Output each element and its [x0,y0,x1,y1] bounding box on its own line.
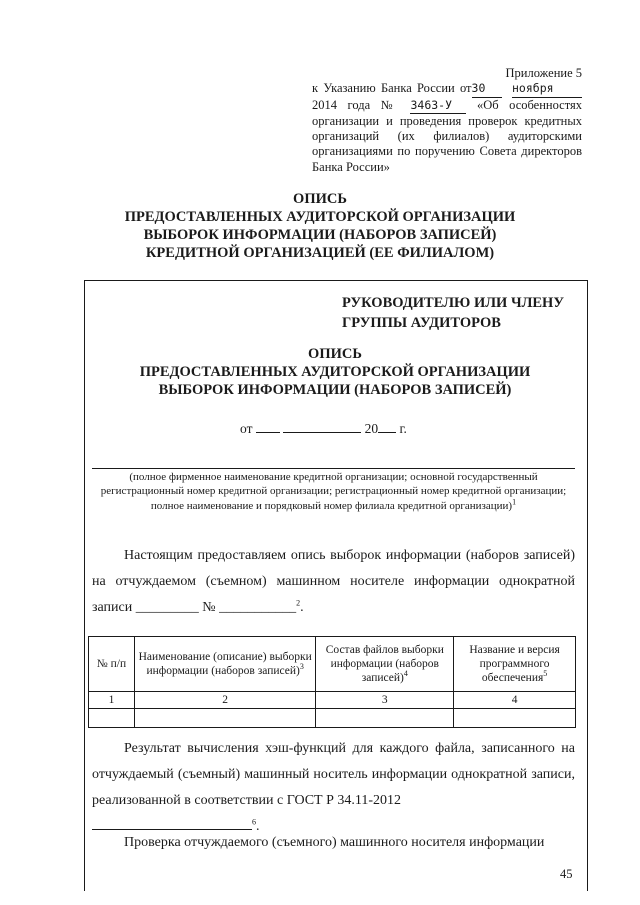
hash-blank[interactable] [92,817,252,830]
date-suffix: г. [399,421,407,436]
day-blank[interactable] [256,420,280,433]
title-line: КРЕДИТНОЙ ОРГАНИЗАЦИЕЙ (ЕЕ ФИЛИАЛОМ) [145,245,495,261]
title-line: ПРЕДОСТАВЛЕННЫХ АУДИТОРСКОЙ ОРГАНИЗАЦИИ [124,209,516,225]
column-number: 1 [89,692,135,709]
check-text: Проверка отчуждаемого (съемного) машинного носителя информации [124,835,545,850]
header-software: Название и версия программного обеспечения$^5$ [454,637,576,692]
column-number: 3 [316,692,454,709]
column-number: 4 [454,692,576,709]
header-file-composition: Состав файлов выборки информации (наборов записей)$^4$ [316,637,454,692]
check-paragraph [92,830,575,856]
number-sign: № [202,600,216,615]
appendix-quote-start: «Об особенностях [476,97,583,112]
hash-paragraph [92,736,575,840]
appendix-block [312,66,582,175]
form-title-line: ВЫБОРОК ИНФОРМАЦИИ (НАБОРОВ ЗАПИСЕЙ) [158,382,512,398]
header-sample-name: Наименование (описание) выборки информации (наборов записей)$^3$ [134,637,316,692]
appendix-title: Приложение 5 [505,66,582,80]
table-cell[interactable] [316,709,454,728]
addressee-line: ГРУППЫ АУДИТОРОВ [342,315,501,331]
appendix-line1: к Указанию Банка России от [312,81,472,96]
year-blank[interactable] [378,420,396,433]
appendix-rest: организации и проведения проверок кредитных организаций (их филиалов) аудиторскими организациями по поручению Совета директоров Банка России» [312,113,582,174]
org-name-line[interactable] [92,468,575,469]
date-field [240,420,407,437]
table-cell[interactable] [454,709,576,728]
appendix-reference [312,81,582,175]
footnote-mark: 2 [296,598,301,608]
month-blank[interactable] [283,420,361,433]
media-type-blank[interactable]: _________ [135,600,199,615]
media-number-blank[interactable]: ___________ [219,600,297,615]
header-number: № п/п [89,637,135,692]
addressee-line: РУКОВОДИТЕЛЮ ИЛИ ЧЛЕНУ [342,295,564,311]
handwritten-number: 3463-У [410,98,466,114]
handwritten-day: 30 [472,81,502,97]
footnote-mark: 6 [252,817,256,827]
org-caption [92,470,575,513]
title-line: ОПИСЬ [293,191,347,207]
org-caption-text: (полное фирменное наименование кредитной организации; основной государственный регистрационный номер кредитной организации; регистрационный номер кредитной организации; полное наименование и порядковый номер филиала кредитной организации) [100,471,567,512]
form-title-line: ПРЕДОСТАВЛЕННЫХ АУДИТОРСКОЙ ОРГАНИЗАЦИИ [139,364,531,380]
intro-text: Настоящим предоставляем опись выборок информации (наборов записей) на отчуждаемом (съемном) машинном носителе информации однократной записи [92,548,575,615]
period: . [300,600,304,615]
table-cell[interactable] [134,709,316,728]
table-cell[interactable] [89,709,135,728]
table-row [89,709,576,728]
page-number: 45 [560,867,573,881]
title-line: ВЫБОРОК ИНФОРМАЦИИ (НАБОРОВ ЗАПИСЕЙ) [143,227,497,243]
intro-paragraph [92,543,575,621]
year-prefix: 20 [364,421,379,436]
form-title [84,345,586,399]
addressee-block [342,293,582,333]
date-prefix: от [240,421,253,436]
records-table [88,636,576,728]
column-number: 2 [134,692,316,709]
appendix-year: 2014 года № [312,97,400,112]
table-header-row [89,637,576,692]
footnote-mark: 1 [512,497,517,507]
table-number-row [89,692,576,709]
handwritten-month: ноября [512,81,582,97]
period: . [256,819,260,834]
form-title-line: ОПИСЬ [308,346,362,362]
hash-text: Результат вычисления хэш-функций для каждого файла, записанного на отчуждаемый (съемный) машинный носитель информации однократной записи, реализованной в соответствии с ГОСТ Р 34.11-2012 [92,741,575,808]
document-title [60,190,580,262]
